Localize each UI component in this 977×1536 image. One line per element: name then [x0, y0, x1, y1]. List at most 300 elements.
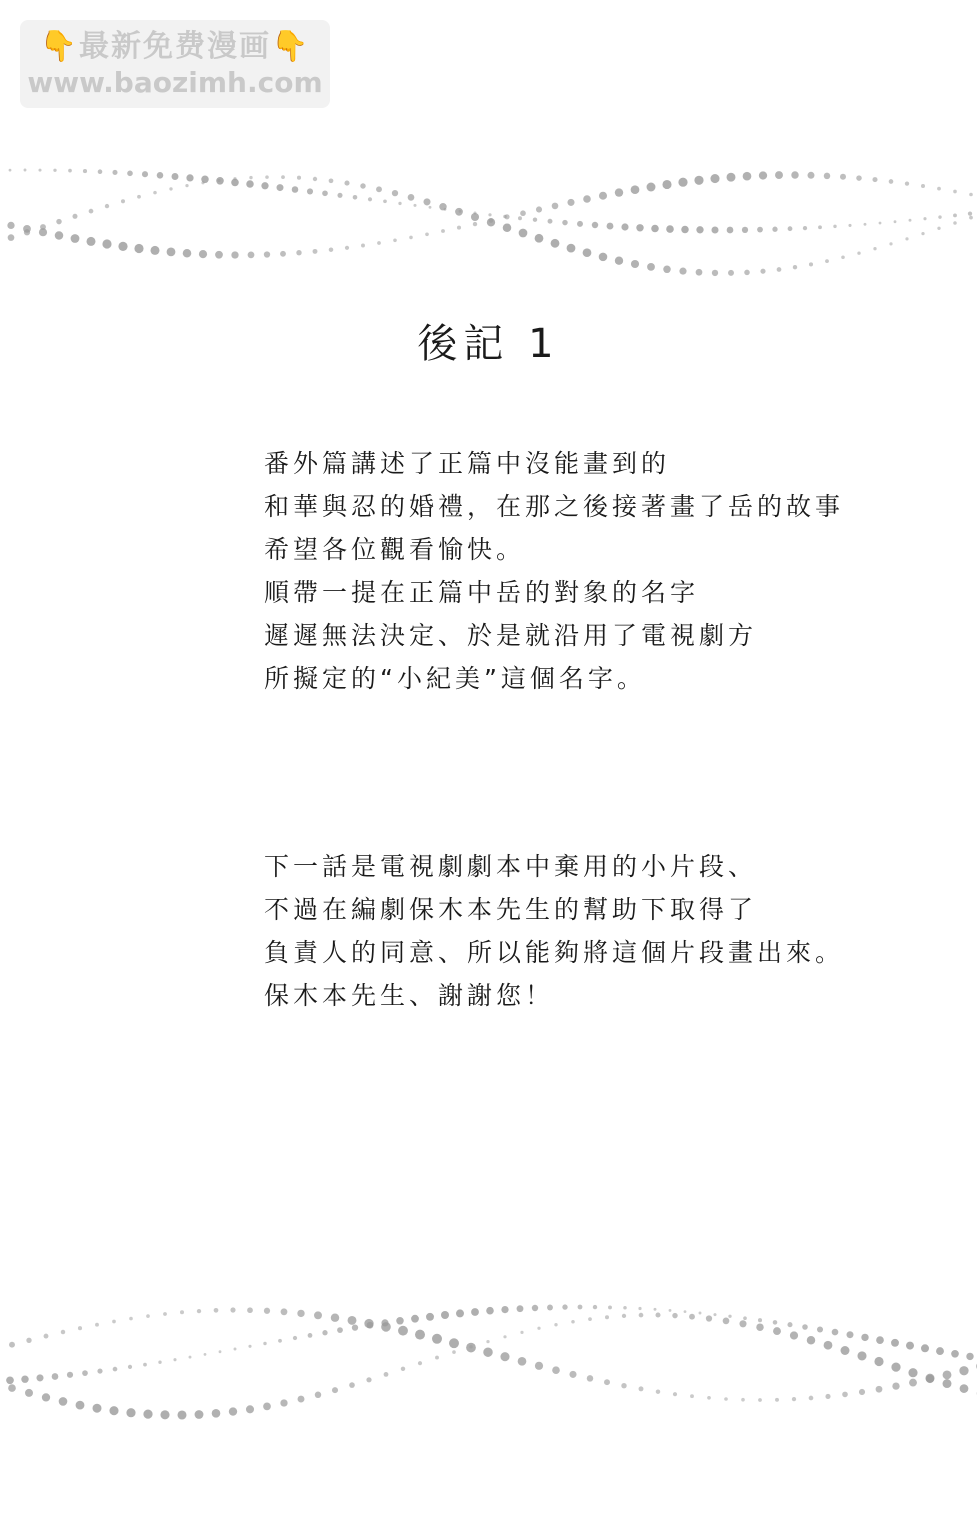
wave-dot	[195, 1410, 204, 1419]
wave-dot	[219, 1350, 222, 1353]
wave-dot	[83, 169, 87, 173]
wave-dot	[329, 178, 334, 183]
wave-dot	[874, 1357, 883, 1366]
wave-dot	[879, 222, 882, 225]
text-line: 負責人的同意、所以能夠將這個片段畫出來。	[264, 938, 845, 967]
wave-dot	[953, 221, 957, 225]
wave-dot	[758, 1318, 762, 1322]
wave-dot	[503, 215, 507, 219]
wave-dot	[264, 251, 270, 257]
wave-dot	[473, 222, 477, 226]
wave-dot	[231, 251, 238, 258]
wave-dot	[905, 181, 909, 185]
wave-dot	[662, 180, 671, 189]
wave-dot	[411, 1315, 419, 1323]
wave-dot	[126, 1408, 135, 1417]
wave-dot	[517, 1305, 524, 1312]
wave-dot	[216, 177, 224, 185]
wave-dot	[959, 1366, 968, 1375]
wave-dot	[622, 1314, 626, 1318]
text-line: 不過在編劇保木本先生的幫助下取得了	[264, 895, 758, 924]
wave-dot	[377, 241, 381, 245]
wave-dot	[157, 172, 164, 179]
wave-dot	[55, 231, 64, 240]
wave-dot	[841, 256, 845, 260]
wave-dot	[189, 1356, 192, 1359]
wave-dot	[352, 1324, 358, 1330]
wave-dot	[345, 246, 349, 250]
wave-dot	[969, 216, 973, 220]
wave-dot	[741, 1398, 745, 1402]
wave-dot	[728, 1315, 731, 1318]
pointing-hand-icon: 👇	[271, 29, 311, 64]
wave-dot	[592, 222, 598, 228]
wave-dot	[552, 203, 559, 210]
wave-dot	[906, 1342, 914, 1350]
wave-dot	[298, 1396, 305, 1403]
wave-dot	[842, 1392, 848, 1398]
wave-dot	[42, 1393, 50, 1401]
pointing-hand-icon: 👇	[39, 29, 79, 64]
wave-dot	[724, 1397, 728, 1401]
wave-dot	[474, 212, 477, 215]
wave-dot	[38, 169, 41, 172]
wave-dot	[694, 176, 703, 185]
wave-dot	[296, 250, 301, 255]
wave-dot	[292, 186, 299, 193]
wave-dot	[921, 1344, 929, 1352]
wave-dot	[802, 1324, 808, 1330]
wave-dot	[615, 188, 623, 196]
wave-dot	[824, 173, 831, 180]
wave-dot	[599, 253, 608, 262]
wave-dot	[647, 263, 655, 271]
wave-dot	[953, 190, 957, 194]
wave-dot	[314, 1311, 322, 1319]
wave-dot	[861, 1334, 868, 1341]
wave-dot	[26, 1338, 31, 1343]
wave-dot	[500, 1352, 509, 1361]
wave-dot	[281, 1308, 288, 1315]
wave-dot	[775, 1398, 779, 1402]
wave-dot	[199, 250, 207, 258]
wave-dot	[280, 251, 286, 257]
wave-dot	[787, 1322, 792, 1327]
wave-dot	[297, 176, 301, 180]
wave-dot	[791, 171, 798, 178]
wave-dot	[204, 1353, 207, 1356]
wave-dot	[891, 1363, 900, 1372]
wave-dot	[663, 266, 671, 274]
wave-dot	[197, 1309, 201, 1313]
wave-dot	[452, 1350, 456, 1354]
wave-dot	[723, 1318, 730, 1325]
wave-dot	[183, 249, 192, 258]
wave-dot	[329, 247, 334, 252]
wave-dot	[873, 247, 876, 250]
wave-dot	[61, 1330, 65, 1334]
wave-dot	[413, 204, 416, 207]
wave-dot	[535, 234, 544, 243]
wave-dot	[392, 190, 398, 196]
wave-dot	[265, 175, 269, 179]
wave-dot	[679, 268, 686, 275]
wave-dot	[381, 1319, 388, 1326]
wave-dot	[158, 1361, 161, 1364]
wave-dot	[690, 1394, 694, 1398]
wave-dot	[368, 197, 372, 201]
wave-dot	[856, 175, 862, 181]
wave-dot	[102, 239, 111, 248]
wave-dot	[72, 214, 77, 219]
wave-dot	[864, 223, 867, 226]
wave-dot	[943, 1370, 952, 1379]
wave-dot	[261, 182, 268, 189]
wave-dot	[728, 270, 734, 276]
wave-dot	[349, 1382, 355, 1388]
wave-dot	[960, 1384, 969, 1393]
wave-dot	[332, 1387, 338, 1393]
wave-dot	[587, 1375, 594, 1382]
wave-dot	[169, 187, 172, 190]
wave-dot	[98, 169, 103, 174]
wave-dot	[537, 1327, 540, 1330]
wave-dot	[263, 1342, 266, 1345]
wave-dot	[263, 1403, 271, 1411]
wave-dot	[547, 1305, 553, 1311]
wave-dot	[426, 1313, 434, 1321]
wave-dot	[9, 169, 12, 172]
wave-dot	[173, 1358, 176, 1361]
wave-dot	[712, 270, 718, 276]
wave-dot	[968, 211, 972, 215]
wave-dot	[401, 1367, 405, 1371]
wave-dot	[56, 219, 61, 224]
wave-dot	[548, 219, 553, 224]
wave-dot	[8, 234, 15, 241]
wave-dot	[384, 1372, 389, 1377]
wave-dot	[666, 225, 674, 233]
wave-dot	[408, 194, 415, 201]
wave-dot	[449, 1338, 459, 1348]
wave-dot	[937, 227, 940, 230]
wave-dot	[673, 1392, 677, 1396]
wave-dot	[503, 1335, 506, 1338]
wave-dot	[264, 1308, 270, 1314]
wave-dot	[234, 1348, 237, 1351]
wave-dot	[59, 1397, 68, 1406]
wave-dot	[647, 183, 656, 192]
wave-dot	[471, 1308, 479, 1316]
wave-dot	[588, 1317, 592, 1321]
wave-dot	[8, 1384, 16, 1392]
wave-dot	[113, 1367, 118, 1372]
wave-dot	[366, 1377, 371, 1382]
wave-dot	[297, 1310, 304, 1317]
wave-dot	[337, 193, 342, 198]
wave-dot	[68, 169, 72, 173]
wave-dot	[742, 227, 748, 233]
wave-dot	[739, 1320, 746, 1327]
wave-dot	[727, 173, 736, 182]
wave-dot	[593, 1305, 597, 1309]
wave-dot	[639, 1313, 644, 1318]
wave-dot	[501, 1306, 508, 1313]
wave-dot	[425, 232, 429, 236]
wave-dot	[743, 172, 752, 181]
wave-dot	[872, 177, 877, 182]
wave-dot	[909, 219, 912, 222]
wave-dot	[756, 1323, 764, 1331]
dotted-wave-decoration-top	[0, 145, 977, 295]
wave-dot	[383, 199, 387, 203]
wave-dot	[969, 193, 973, 197]
wave-dot	[67, 1372, 73, 1378]
afterword-paragraph-1	[264, 442, 904, 700]
wave-dot	[689, 1314, 695, 1320]
wave-dot	[859, 1389, 865, 1395]
wave-dot	[908, 1368, 917, 1377]
wave-dot	[706, 1315, 712, 1321]
wave-dot	[847, 1331, 854, 1338]
wave-dot	[246, 1405, 254, 1413]
wave-dot	[6, 1376, 14, 1384]
wave-dot	[441, 229, 445, 233]
wave-dot	[966, 1353, 973, 1360]
wave-dot	[280, 1399, 287, 1406]
wave-dot	[348, 1316, 357, 1325]
wave-dot	[128, 1365, 132, 1369]
wave-dot	[143, 1410, 152, 1419]
wave-dot	[315, 1392, 321, 1398]
text-line: 希望各位觀看愉快。	[264, 535, 526, 564]
wave-dot	[639, 1386, 644, 1391]
wave-dot	[536, 206, 542, 212]
wave-dot	[569, 1371, 576, 1378]
wave-dot	[142, 171, 148, 177]
wave-dot	[532, 1305, 538, 1311]
wave-dot	[684, 1310, 687, 1313]
wave-dot	[654, 1308, 657, 1311]
wave-dot	[840, 174, 846, 180]
wave-dot	[163, 1312, 167, 1316]
wave-dot	[230, 1307, 235, 1312]
wave-dot	[727, 227, 734, 234]
wave-dot	[760, 269, 765, 274]
wave-dot	[792, 1397, 796, 1401]
wave-dot	[82, 1370, 88, 1376]
wave-dot	[520, 1331, 523, 1334]
wave-dot	[201, 176, 208, 183]
wave-dot	[775, 171, 783, 179]
wave-dot	[308, 1333, 313, 1338]
wave-dot	[857, 252, 860, 255]
wave-dot	[681, 226, 689, 234]
wave-dot	[743, 1316, 747, 1320]
wave-dot	[925, 1374, 934, 1383]
wave-dot	[567, 244, 576, 253]
wave-dot	[248, 251, 255, 258]
text-line: 下一話是電視劇劇本中棄用的小片段、	[264, 852, 758, 881]
wave-dot	[605, 1315, 609, 1319]
wave-dot	[246, 180, 253, 187]
wave-dot	[562, 1304, 567, 1309]
wave-dot	[231, 179, 239, 187]
watermark-text: 最新免费漫画	[79, 29, 271, 64]
wave-dot	[121, 199, 125, 203]
wave-dot	[825, 259, 829, 263]
wave-dot	[894, 220, 897, 223]
wave-dot	[552, 1366, 560, 1374]
wave-dot	[936, 1347, 944, 1355]
wave-dot	[331, 1313, 339, 1321]
wave-dot	[808, 172, 815, 179]
wave-dot	[518, 216, 522, 220]
wave-dot	[24, 229, 30, 235]
wave-dot	[578, 1305, 583, 1310]
wave-dot	[923, 217, 926, 220]
wave-dot	[483, 1347, 492, 1356]
watermark-title	[40, 28, 311, 66]
wave-dot	[435, 1356, 439, 1360]
wave-dot	[457, 226, 461, 230]
wave-dot	[281, 175, 285, 179]
wave-dot	[757, 227, 763, 233]
wave-dot	[817, 1326, 823, 1332]
wave-dot	[44, 1334, 49, 1339]
wave-dot	[535, 1362, 543, 1370]
wave-dot	[337, 1327, 343, 1333]
wave-dot	[758, 1398, 762, 1402]
wave-dot	[146, 1314, 150, 1318]
wave-dot	[469, 1345, 472, 1348]
wave-dot	[773, 1320, 778, 1325]
wave-dot	[21, 1375, 28, 1382]
wave-dot	[803, 226, 807, 230]
wave-dot	[89, 209, 94, 214]
wave-dot	[818, 225, 822, 229]
wave-dot	[696, 226, 703, 233]
wave-dot	[25, 1389, 33, 1397]
wave-dot	[678, 178, 687, 187]
watermark-url: www.baozimh.com	[27, 66, 323, 99]
wave-dot	[486, 1340, 489, 1343]
wave-dot	[53, 169, 56, 172]
wave-dot	[631, 260, 639, 268]
wave-dot	[909, 1379, 917, 1387]
wave-dot	[127, 170, 133, 176]
wave-dot	[429, 206, 432, 209]
wave-dot	[520, 210, 526, 216]
wave-dot	[36, 1374, 43, 1381]
page-title: 後記 1	[417, 321, 560, 367]
wave-dot	[229, 1407, 237, 1415]
text-line: 順帶一提在正篇中岳的對象的名字	[264, 578, 700, 607]
wave-dot	[857, 1351, 866, 1360]
wave-dot	[651, 225, 659, 233]
wave-dot	[247, 1307, 253, 1313]
wave-dot	[7, 222, 14, 229]
wave-dot	[353, 195, 358, 200]
wave-dot	[86, 237, 95, 246]
wave-dot	[112, 1320, 116, 1324]
wave-dot	[938, 215, 941, 218]
wave-dot	[277, 184, 284, 191]
wave-dot	[788, 226, 793, 231]
wave-dot	[607, 223, 614, 230]
wave-dot	[699, 1312, 702, 1315]
wave-dot	[759, 171, 767, 179]
wave-dot	[503, 223, 512, 232]
wave-dot	[398, 1326, 408, 1336]
wave-dot	[583, 195, 591, 203]
wave-dot	[293, 1336, 297, 1340]
wave-dot	[825, 1394, 830, 1399]
wave-dot	[567, 199, 574, 206]
wave-dot	[109, 1406, 118, 1415]
wave-dot	[876, 1336, 884, 1344]
wave-dot	[621, 1383, 626, 1388]
wave-dot	[892, 1382, 899, 1389]
wave-dot	[307, 188, 313, 194]
wave-dot	[615, 257, 623, 265]
wave-dot	[444, 208, 447, 211]
wave-dot	[889, 179, 894, 184]
wave-dot	[571, 1320, 575, 1324]
wave-dot	[153, 191, 157, 195]
wave-dot	[621, 223, 628, 230]
wave-dot	[398, 202, 401, 205]
text-line: 番外篇講述了正篇中沒能畫到的	[264, 449, 671, 478]
wave-dot	[807, 1336, 816, 1345]
wave-dot	[93, 1404, 102, 1413]
text-line: 所擬定的“小紀美”這個名字。	[264, 664, 646, 693]
wave-dot	[562, 220, 567, 225]
wave-dot	[249, 176, 252, 179]
wave-dot	[656, 1389, 661, 1394]
wave-dot	[134, 244, 143, 253]
wave-dot	[313, 177, 317, 181]
wave-dot	[118, 242, 127, 251]
wave-dot	[608, 1305, 612, 1309]
wave-dot	[891, 1339, 899, 1347]
dotted-wave-decoration-bottom	[0, 1275, 977, 1445]
wave-dot	[167, 247, 176, 256]
wave-dot	[937, 187, 941, 191]
wave-dot	[631, 185, 640, 194]
wave-dot	[40, 224, 46, 230]
wave-dot	[212, 1409, 221, 1418]
wave-dot	[215, 251, 223, 259]
text-line: 和華與忍的婚禮，在那之後接著畫了岳的故事	[264, 492, 845, 521]
wave-dot	[710, 174, 719, 183]
wave-dot	[577, 221, 583, 227]
wave-dot	[180, 1310, 184, 1314]
wave-dot	[921, 184, 925, 188]
wave-dot	[772, 227, 777, 232]
wave-dot	[638, 1307, 641, 1310]
wave-dot	[95, 1323, 99, 1327]
wave-dot	[393, 238, 397, 242]
wave-dot	[696, 269, 703, 276]
wave-dot	[889, 242, 892, 245]
wave-dot	[713, 1313, 716, 1316]
wave-dot	[76, 1401, 85, 1410]
wave-dot	[824, 1341, 833, 1350]
wave-dot	[185, 184, 188, 187]
wave-dot	[248, 1345, 251, 1348]
wave-dot	[129, 1317, 133, 1321]
